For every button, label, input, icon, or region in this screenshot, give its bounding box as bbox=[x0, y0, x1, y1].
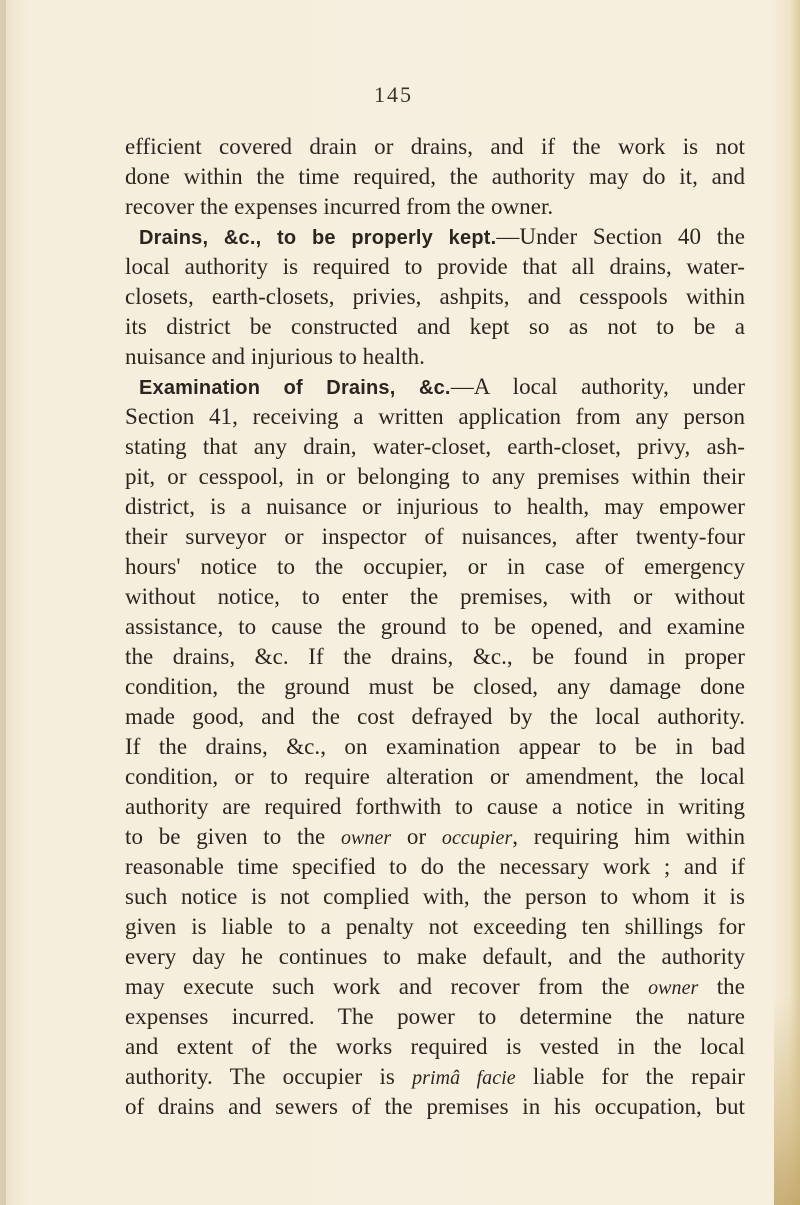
text-line: given is liable to a penalty not exceeding ten shillings for bbox=[125, 914, 745, 939]
text-line: and extent of the works required is vested in the local bbox=[125, 1034, 745, 1059]
text-line: the drains, &c. If the drains, &c., be found in proper bbox=[125, 644, 745, 669]
text-fragment: —Under Section 40 the bbox=[496, 224, 745, 249]
text-fragment: , requiring him within bbox=[512, 824, 746, 849]
text-fragment: the bbox=[698, 974, 745, 999]
text-line: condition, or to require alteration or amendment, the local bbox=[125, 764, 745, 789]
italic-term-prima-facie: primâ facie bbox=[412, 1067, 516, 1089]
text-line: local authority is required to provide that all drains, water- bbox=[125, 254, 745, 279]
binding-edge bbox=[0, 0, 6, 1205]
text-line: reasonable time specified to do the necessary work ; and if bbox=[125, 854, 745, 879]
text-line: condition, the ground must be closed, any damage done bbox=[125, 674, 745, 699]
text-line: authority are required forthwith to cause a notice in writing bbox=[125, 794, 745, 819]
text-line: Section 41, receiving a written application from any person bbox=[125, 404, 745, 429]
text-line: made good, and the cost defrayed by the local authority. bbox=[125, 704, 745, 729]
text-fragment: —A local authority, under bbox=[450, 374, 746, 399]
text-line: such notice is not complied with, the person to whom it is bbox=[125, 884, 745, 909]
text-line: stating that any drain, water-closet, earth-closet, privy, ash- bbox=[125, 434, 745, 459]
text-line: assistance, to cause the ground to be opened, and examine bbox=[125, 614, 745, 639]
section-heading-line bbox=[125, 222, 745, 252]
text-line: nuisance and injurious to health. bbox=[125, 344, 425, 369]
text-line: its district be constructed and kept so as not to be a bbox=[125, 314, 745, 339]
page-number: 145 bbox=[374, 82, 413, 107]
text-line: recover the expenses incurred from the owner. bbox=[125, 194, 554, 219]
section-heading-examination: Examination of Drains, &c. bbox=[139, 377, 451, 399]
text-line: expenses incurred. The power to determine the nature bbox=[125, 1004, 745, 1029]
text-line bbox=[125, 822, 745, 852]
text-line: If the drains, &c., on examination appear to be in bad bbox=[125, 734, 745, 759]
text-line: of drains and sewers of the premises in his occupation, but bbox=[125, 1094, 745, 1119]
italic-term-occupier: occupier bbox=[441, 827, 513, 849]
text-fragment: liable for the repair bbox=[515, 1064, 746, 1089]
text-fragment: to be given to the bbox=[125, 824, 341, 849]
text-line: their surveyor or inspector of nuisances, after twenty-four bbox=[125, 524, 745, 549]
section-heading-drains-kept: Drains, &c., to be properly kept. bbox=[139, 227, 497, 249]
body-text bbox=[125, 132, 745, 1122]
text-line: district, is a nuisance or injurious to health, may empower bbox=[125, 494, 745, 519]
text-line bbox=[125, 1062, 745, 1092]
text-fragment: may execute such work and recover from the bbox=[125, 974, 649, 999]
text-line: pit, or cesspool, in or belonging to any premises within their bbox=[125, 464, 745, 489]
text-line: done within the time required, the authority may do it, and bbox=[125, 164, 745, 189]
text-line: efficient covered drain or drains, and if the work is not bbox=[125, 134, 745, 159]
paper-stain bbox=[774, 995, 800, 1205]
italic-term-owner: owner bbox=[340, 827, 392, 849]
italic-term-owner: owner bbox=[648, 977, 699, 999]
text-line: hours' notice to the occupier, or in case of emergency bbox=[125, 554, 745, 579]
text-line: without notice, to enter the premises, with or without bbox=[125, 584, 745, 609]
text-fragment: authority. The occupier is bbox=[125, 1064, 413, 1089]
text-fragment: or bbox=[391, 824, 442, 849]
text-line bbox=[125, 972, 745, 1002]
text-line: closets, earth-closets, privies, ashpits, and cesspools within bbox=[125, 284, 745, 309]
section-heading-line bbox=[125, 372, 745, 402]
text-line: every day he continues to make default, and the authority bbox=[125, 944, 745, 969]
